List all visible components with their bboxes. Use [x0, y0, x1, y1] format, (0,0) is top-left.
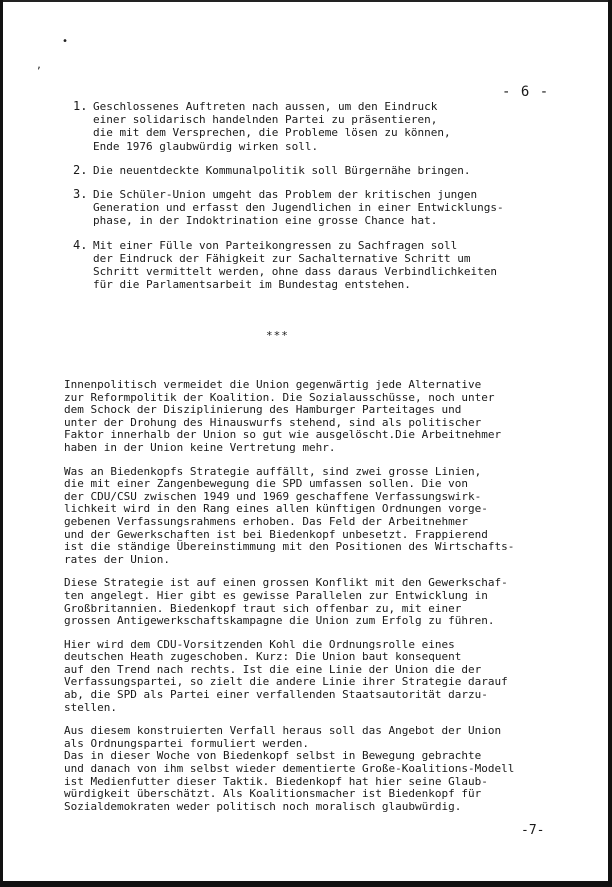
body-text: [64, 379, 584, 823]
list-item-text: Die neuentdeckte Kommunalpolitik soll Bürgernähe bringen.: [93, 163, 471, 177]
numbered-list: [73, 100, 553, 302]
list-item-number: 4.: [73, 237, 88, 252]
scan-edge-left: [0, 0, 3, 887]
next-page-marker: -7-: [521, 823, 545, 838]
list-item-number: 3.: [73, 187, 88, 202]
list-item-text: Mit einer Fülle von Parteikongressen zu Sachfragen soll der Eindruck der Fähigkeit zur Sachalternative Schritt um Schritt vermittelt werden, ohne dass daraus Verbindlichkeiten für die Parlamentsarbeit im Bundestag entstehen.: [93, 238, 497, 292]
list-item: [73, 239, 553, 292]
scan-speck: •: [62, 36, 69, 47]
scan-edge-top: [0, 0, 612, 2]
list-item-number: 2.: [73, 162, 88, 177]
list-item-text: Die Schüler-Union umgeht das Problem der kritischen jungen Generation und erfasst den Jugendlichen in einer Entwicklungs- phase, in der Indoktrination eine grosse Chance hat.: [93, 188, 504, 228]
scan-edge-right: [608, 0, 612, 887]
list-item-number: 1.: [73, 99, 88, 113]
list-item: [73, 100, 553, 153]
scan-edge-bottom: [0, 881, 612, 887]
list-item-text: Geschlossenes Auftreten nach aussen, um den Eindruck einer solidarisch handelnden Partei zu präsentieren, die mit dem Versprechen, die Probleme lösen zu können, Ende 1976 glaubwürdig wirken soll.: [93, 100, 451, 153]
section-separator: ***: [266, 329, 289, 342]
paragraph: Aus diesem konstruierten Verfall heraus soll das Angebot der Union als Ordnungspartei formuliert werden. Das in dieser Woche von Biedenkopf selbst in Bewegung gebrachte und danach von ihm selbst wieder dementierte Große-Koalitions-Modell ist Medienfutter dieser Taktik. Biedenkopf hat hier seine Glaub- würdigkeit überschätzt. Als Koalitionsmacher ist Biedenkopf für Sozialdemokraten weder politisch noch moralisch glaubwürdig.: [64, 724, 515, 813]
list-item: [73, 164, 553, 177]
scan-speck: ,: [36, 60, 43, 71]
list-item: [73, 188, 553, 228]
paragraph: Hier wird dem CDU-Vorsitzenden Kohl die Ordnungsrolle eines deutschen Heath zugeschoben. Kurz: Die Union baut konsequent auf den Trend nach rechts. Ist die eine Linie der Union die der Verfassungspartei, so zielt die andere Linie ihrer Strategie darauf ab, die SPD als Partei einer verfallenden Staatsautorität darzu- stellen.: [64, 637, 508, 714]
paragraph: Diese Strategie ist auf einen grossen Konflikt mit den Gewerkschaf- ten angelegt. Hier gibt es gewisse Parallelen zur Entwicklung in Großbritannien. Biedenkopf traut sich offenbar zu, mit einer grossen Antigewerkschaftskampagne die Union zum Erfolg zu führen.: [64, 576, 508, 628]
page-number: - 6 -: [502, 84, 550, 100]
paragraph: Innenpolitisch vermeidet die Union gegenwärtig jede Alternative zur Reformpolitik der Koalition. Die Sozialausschüsse, noch unter dem Schock der Disziplinierung des Hamburger Parteitages und unter der Drohung des Hinauswurfs stehend, sind als politischer Faktor innerhalb der Union so gut wie ausgelöscht.Die Arbeitnehmer haben in der Union keine Vertretung mehr.: [64, 378, 502, 454]
paragraph: Was an Biedenkopfs Strategie auffällt, sind zwei grosse Linien, die mit einer Zangenbewegung die SPD umfassen sollen. Die von der CDU/CSU zwischen 1949 und 1969 geschaffene Verfassungswirk- lichkeit wird in den Rang eines allen künftigen Ordnungen vorge- gebenen Verfassungsrahmens erhoben. Das Feld der Arbeitnehmer und der Gewerkschaften ist bei Biedenkopf unbesetzt. Frappierend ist die ständige Übereinstimmung mit den Positionen des Wirtschafts- rates der Union.: [64, 464, 515, 566]
